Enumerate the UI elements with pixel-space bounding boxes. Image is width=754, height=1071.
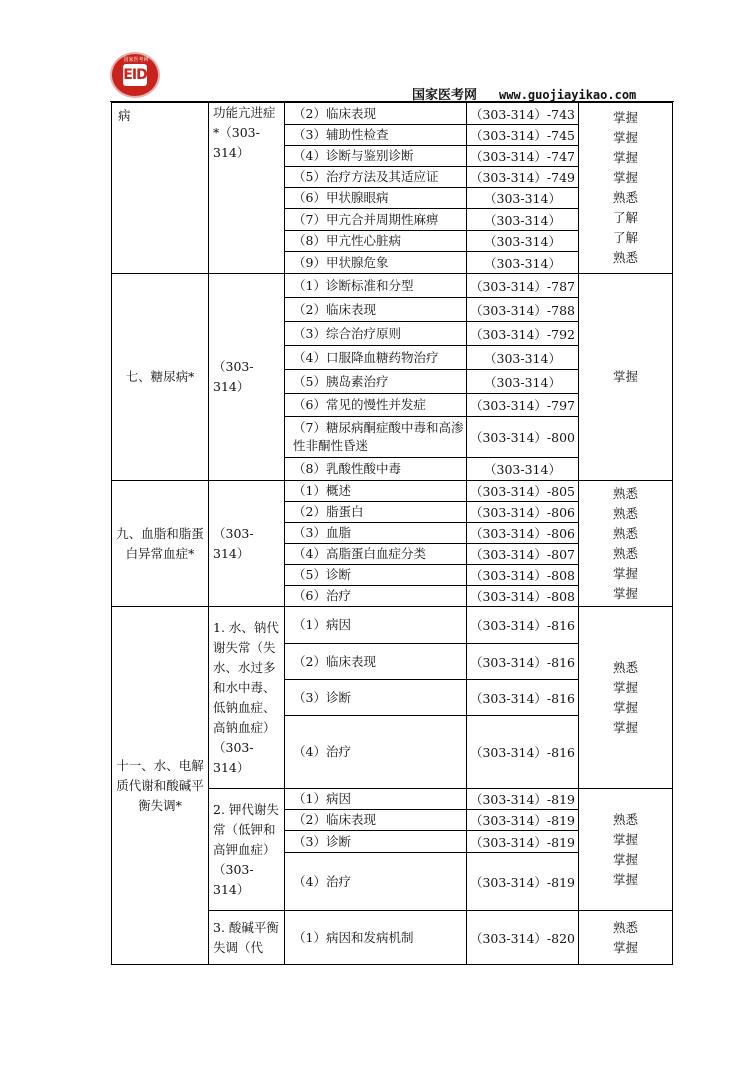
subtopic-cell: 1. 水、钠代谢失常（失水、水过多和水中毒、低钠血症、高钠血症）（303-314）: [209, 607, 285, 789]
content-cell: （3）综合治疗原则: [285, 322, 467, 346]
content-cell: （1）病因和发病机制: [285, 911, 467, 965]
content-cell: （4）口服降血糖药物治疗: [285, 346, 467, 370]
logo-mark: EID: [123, 64, 147, 86]
content-cell: （9）甲状腺危象: [285, 252, 467, 274]
content-cell: （4）高脂蛋白血症分类: [285, 544, 467, 565]
content-cell: （7）糖尿病酮症酸中毒和高渗性非酮性昏迷: [285, 417, 467, 458]
logo-caption: 国家医考网: [123, 57, 149, 63]
requirement-level: 掌握: [612, 565, 638, 581]
requirement-level: 熟悉: [612, 190, 638, 205]
ref-cell: （303-314）-745: [467, 125, 579, 146]
requirement-level: 掌握: [612, 679, 638, 695]
requirement-level: 掌握: [612, 130, 638, 145]
content-cell: （2）脂蛋白: [285, 502, 467, 523]
content-cell: （4）治疗: [285, 716, 467, 789]
content-cell: （4）诊断与鉴别诊断: [285, 146, 467, 167]
content-cell: （3）诊断: [285, 680, 467, 716]
requirement-level: 熟悉: [612, 485, 638, 501]
requirement-level: 熟悉: [612, 505, 638, 521]
content-cell: （5）治疗方法及其适应证: [285, 167, 467, 188]
content-cell: （1）概述: [285, 481, 467, 502]
requirement-cell: 掌握: [579, 274, 673, 481]
ref-cell: （303-314）-787: [467, 274, 579, 298]
ref-cell: （303-314）-819: [467, 789, 579, 810]
requirement-level: 掌握: [612, 871, 638, 887]
requirement-level: 掌握: [612, 150, 638, 165]
site-url: www.guojiayikao.com: [499, 88, 637, 102]
requirement-level: 掌握: [612, 719, 638, 735]
ref-cell: （303-314）-806: [467, 523, 579, 544]
requirement-level: 掌握: [612, 851, 638, 867]
ref-cell: （303-314）-819: [467, 853, 579, 911]
requirement-level: 掌握: [612, 170, 638, 185]
requirement-level: 了解: [612, 210, 638, 225]
ref-cell: （303-314）-819: [467, 831, 579, 853]
subtopic-cell: 2. 钾代谢失常（低钾和高钾血症）（303-314）: [209, 789, 285, 911]
subtopic-cell: （303-314）: [209, 274, 285, 481]
topic-cell: 七、糖尿病*: [112, 274, 209, 481]
ref-cell: （303-314）-747: [467, 146, 579, 167]
content-cell: （7）甲亢合并周期性麻痹: [285, 209, 467, 231]
ref-cell: （303-314）-816: [467, 644, 579, 680]
topic-cell: 十一、水、电解质代谢和酸碱平衡失调*: [112, 607, 209, 965]
content-cell: （2）临床表现: [285, 298, 467, 322]
topic-cell: 九、血脂和脂蛋白异常血症*: [112, 481, 209, 607]
content-cell: （5）诊断: [285, 565, 467, 586]
requirement-cell: [579, 789, 673, 911]
content-cell: （3）血脂: [285, 523, 467, 544]
ref-cell: （303-314）-743: [467, 103, 579, 125]
syllabus-table: [111, 102, 673, 965]
requirement-cell: [579, 103, 673, 274]
ref-cell: （303-314）: [467, 252, 579, 274]
ref-cell: （303-314）-749: [467, 167, 579, 188]
requirement-level: 熟悉: [612, 525, 638, 541]
ref-cell: （303-314）-805: [467, 481, 579, 502]
requirement-level: 掌握: [612, 831, 638, 847]
site-name: 国家医考网: [412, 88, 478, 103]
ref-cell: （303-314）-816: [467, 716, 579, 789]
ref-cell: （303-314）: [467, 231, 579, 252]
requirement-cell: [579, 607, 673, 789]
content-cell: （8）乳酸性酸中毒: [285, 458, 467, 481]
ref-cell: （303-314）: [467, 346, 579, 370]
requirement-level: 掌握: [612, 699, 638, 715]
requirement-level: 熟悉: [612, 919, 638, 935]
ref-cell: （303-314）: [467, 209, 579, 231]
requirement-level: 熟悉: [612, 250, 638, 265]
ref-cell: （303-314）-816: [467, 680, 579, 716]
ref-cell: （303-314）: [467, 458, 579, 481]
ref-cell: （303-314）-806: [467, 502, 579, 523]
subtopic-cell: 3. 酸碱平衡失调（代: [209, 911, 285, 965]
ref-cell: （303-314）: [467, 370, 579, 394]
content-cell: （6）治疗: [285, 586, 467, 607]
ref-cell: （303-314）-808: [467, 586, 579, 607]
topic-cell: 病: [112, 103, 209, 274]
requirement-level: 掌握: [612, 585, 638, 601]
content-cell: （3）诊断: [285, 831, 467, 853]
requirement-cell: [579, 911, 673, 965]
content-cell: （2）临床表现: [285, 103, 467, 125]
requirement-level: 熟悉: [612, 545, 638, 561]
content-cell: （2）临床表现: [285, 644, 467, 680]
ref-cell: （303-314）-808: [467, 565, 579, 586]
table-row: [112, 481, 673, 502]
ref-cell: （303-314）-800: [467, 417, 579, 458]
ref-cell: （303-314）-797: [467, 394, 579, 417]
ref-cell: （303-314）-819: [467, 810, 579, 831]
site-logo: [110, 52, 160, 98]
requirement-level: 了解: [612, 230, 638, 245]
ref-cell: （303-314）-807: [467, 544, 579, 565]
table-row: [112, 103, 673, 125]
ref-cell: （303-314）: [467, 188, 579, 209]
content-cell: （3）辅助性检查: [285, 125, 467, 146]
content-cell: （1）病因: [285, 789, 467, 810]
content-cell: （4）治疗: [285, 853, 467, 911]
ref-cell: （303-314）-816: [467, 607, 579, 644]
ref-cell: （303-314）-788: [467, 298, 579, 322]
subtopic-cell: （303-314）: [209, 481, 285, 607]
content-cell: （1）病因: [285, 607, 467, 644]
content-cell: （8）甲亢性心脏病: [285, 231, 467, 252]
content-cell: （2）临床表现: [285, 810, 467, 831]
requirement-level: 熟悉: [612, 659, 638, 675]
content-cell: （5）胰岛素治疗: [285, 370, 467, 394]
requirement-level: 熟悉: [612, 811, 638, 827]
content-cell: （1）诊断标准和分型: [285, 274, 467, 298]
table-row: [112, 274, 673, 298]
table-row: [112, 607, 673, 644]
requirement-cell: [579, 481, 673, 607]
requirement-level: 掌握: [612, 939, 638, 955]
content-cell: （6）常见的慢性并发症: [285, 394, 467, 417]
ref-cell: （303-314）-820: [467, 911, 579, 965]
requirement-level: 掌握: [612, 110, 638, 125]
subtopic-cell: 功能亢进症*（303-314）: [209, 103, 285, 274]
ref-cell: （303-314）-792: [467, 322, 579, 346]
content-cell: （6）甲状腺眼病: [285, 188, 467, 209]
